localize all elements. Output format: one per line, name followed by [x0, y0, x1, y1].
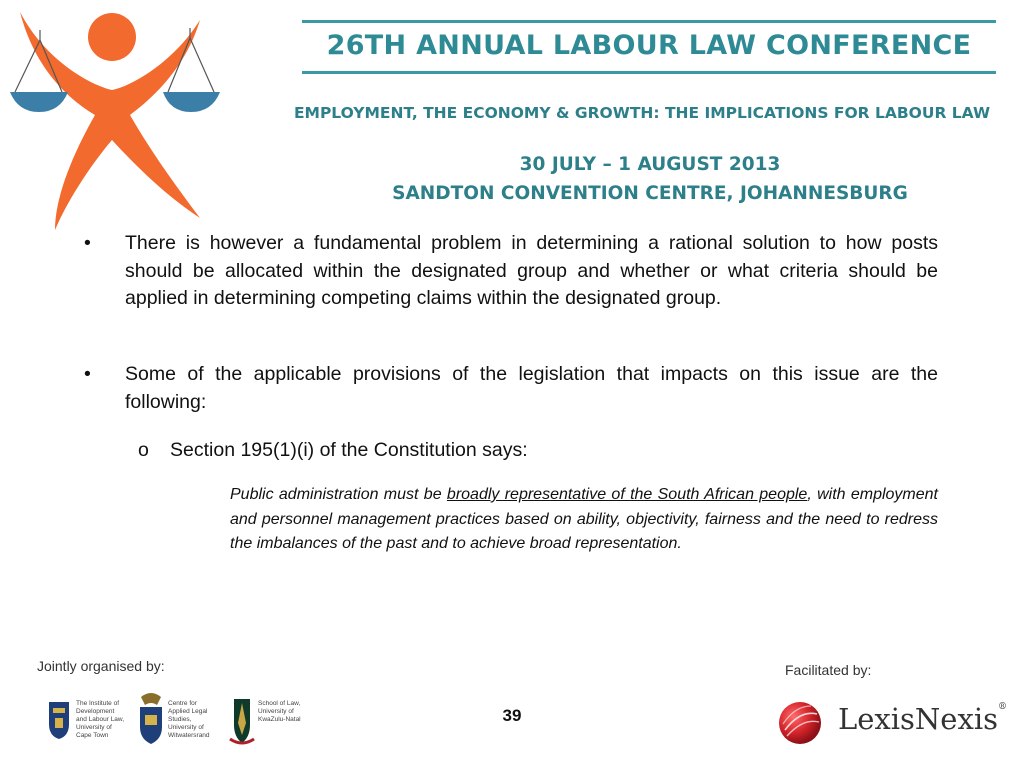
bullet-mark: • [84, 363, 91, 385]
organiser-ukzn: School of Law, University of KwaZulu-Natal [258, 700, 301, 723]
organiser-wits: Centre for Applied Legal Studies, University of Witwatersrand [168, 700, 210, 739]
bullet-item [84, 230, 938, 313]
page-number: 39 [502, 706, 522, 725]
quote-lead: Public administration must be [230, 486, 447, 503]
bullet-text: Some of the applicable provisions of the legislation that impacts on this issue are the following: [125, 363, 938, 413]
conference-logo [0, 0, 235, 235]
organiser-uct: The Institute of Development and Labour Law, University of Cape Town [76, 700, 125, 739]
conference-theme: EMPLOYMENT, THE ECONOMY & GROWTH: THE IMPLICATIONS FOR LABOUR LAW [293, 104, 991, 122]
header-rule-top [302, 20, 996, 23]
header-rule-bottom [302, 71, 996, 74]
uct-crest-icon [47, 700, 71, 740]
lexisnexis-wordmark [838, 702, 1007, 736]
sub-bullet-text: Section 195(1)(i) of the Constitution says: [170, 439, 528, 461]
jointly-organised-label: Jointly organised by: [37, 658, 165, 674]
ukzn-crest-icon [228, 695, 256, 747]
bullet-text: There is however a fundamental problem in determining a rational solution to how posts should be allocated within the designated group and whether or what criteria should be applied in determining competing claims within the designated group. [125, 232, 938, 309]
wits-crest-icon [137, 691, 165, 746]
lexisnexis-name: LexisNexis [838, 702, 998, 736]
conference-title: 26TH ANNUAL LABOUR LAW CONFERENCE [326, 30, 972, 61]
facilitated-by-label: Facilitated by: [785, 662, 872, 678]
conference-dates-venue [380, 150, 920, 208]
lexisnexis-registered-mark: ® [997, 702, 1007, 712]
lexisnexis-globe-icon [777, 700, 823, 746]
sub-bullet-mark: o [138, 439, 149, 461]
figure-icon [20, 12, 200, 230]
conference-venue: SANDTON CONVENTION CENTRE, JOHANNESBURG [392, 183, 908, 204]
quote-underlined: broadly representative of the South African people [446, 486, 808, 503]
constitution-quote [230, 483, 938, 557]
quote-rest: , with employment and personnel management practices based on ability, objectivity, fairness and the need to redress the imbalances of the past and to achieve broad representation. [230, 486, 939, 552]
bullet-mark: • [84, 232, 91, 254]
sub-bullet-item [138, 437, 938, 465]
bullet-item [84, 361, 938, 416]
conference-dates: 30 JULY – 1 AUGUST 2013 [519, 154, 781, 175]
